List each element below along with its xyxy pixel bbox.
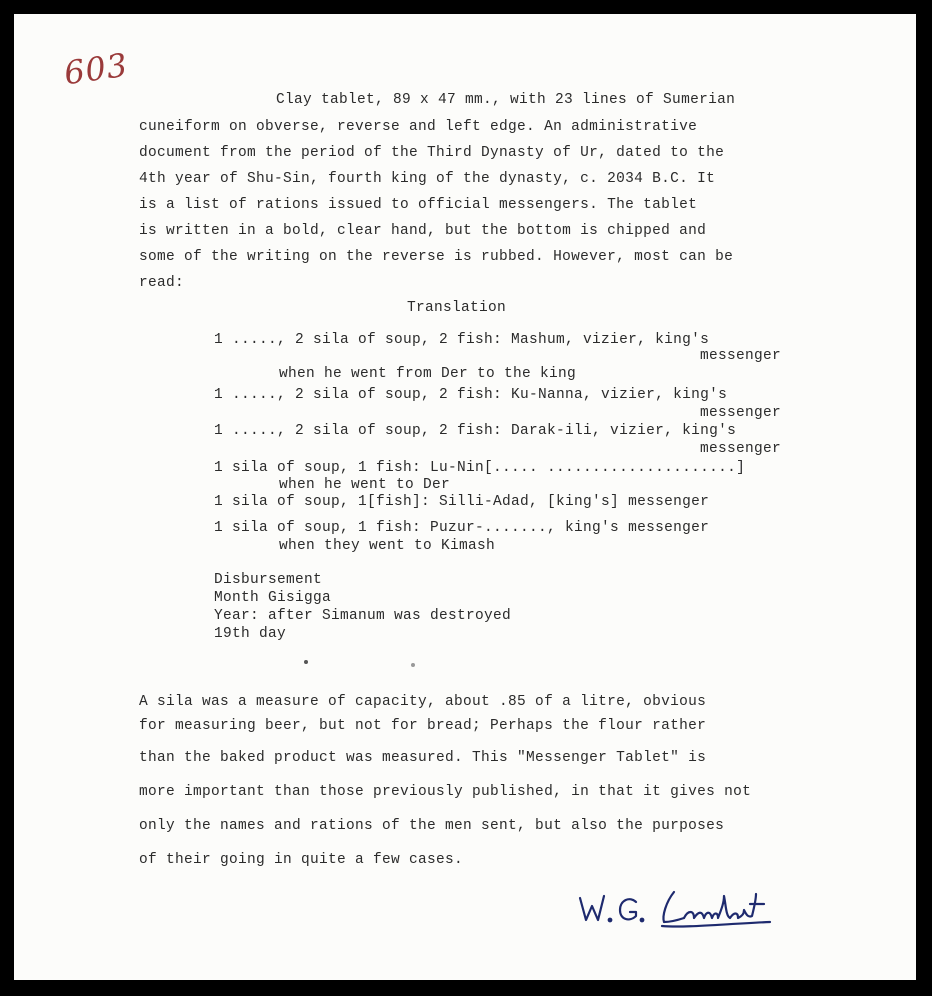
note-line: more important than those previously published, in that it gives not <box>139 784 752 800</box>
translation-heading: Translation <box>407 300 507 316</box>
translation-line: messenger <box>700 348 782 364</box>
colophon-line: Month Gisigga <box>214 590 332 606</box>
intro-line: Clay tablet, 89 x 47 mm., with 23 lines of Sumerian <box>276 92 736 108</box>
translation-line: when he went from Der to the king <box>279 366 577 382</box>
intro-line: some of the writing on the reverse is rubbed. However, most can be <box>139 249 734 265</box>
signature <box>574 882 784 942</box>
intro-line: is written in a bold, clear hand, but the bottom is chipped and <box>139 223 707 239</box>
note-line: for measuring beer, but not for bread; Perhaps the flour rather <box>139 718 707 734</box>
note-line: than the baked product was measured. This "Messenger Tablet" is <box>139 750 707 766</box>
colophon-line: 19th day <box>214 626 287 642</box>
translation-line: 1 sila of soup, 1[fish]: Silli-Adad, [king's] messenger <box>214 494 710 510</box>
intro-line: cuneiform on obverse, reverse and left edge. An administrative <box>139 119 698 135</box>
document-page <box>14 14 916 980</box>
intro-line: 4th year of Shu-Sin, fourth king of the dynasty, c. 2034 B.C. It <box>139 171 716 187</box>
translation-line: 1 ....., 2 sila of soup, 2 fish: Darak-ili, vizier, king's <box>214 423 737 439</box>
note-line: only the names and rations of the men sent, but also the purposes <box>139 818 725 834</box>
translation-line: when they went to Kimash <box>279 538 496 554</box>
stray-mark <box>411 663 415 667</box>
intro-line: is a list of rations issued to official messengers. The tablet <box>139 197 698 213</box>
page-number-annotation: 603 <box>61 45 131 93</box>
translation-line: 1 sila of soup, 1 fish: Lu-Nin[..... .....................] <box>214 460 746 476</box>
note-line: A sila was a measure of capacity, about .85 of a litre, obvious <box>139 694 707 710</box>
translation-line: 1 ....., 2 sila of soup, 2 fish: Mashum, vizier, king's <box>214 332 710 348</box>
colophon-line: Disbursement <box>214 572 323 588</box>
stray-mark <box>304 660 308 664</box>
intro-line: document from the period of the Third Dynasty of Ur, dated to the <box>139 145 725 161</box>
colophon-line: Year: after Simanum was destroyed <box>214 608 512 624</box>
note-line: of their going in quite a few cases. <box>139 852 464 868</box>
translation-line: 1 sila of soup, 1 fish: Puzur-......., king's messenger <box>214 520 710 536</box>
translation-line: messenger <box>700 441 782 457</box>
translation-line: messenger <box>700 405 782 421</box>
typed-text <box>14 14 916 980</box>
translation-line: 1 ....., 2 sila of soup, 2 fish: Ku-Nanna, vizier, king's <box>214 387 728 403</box>
intro-line: read: <box>139 275 185 291</box>
translation-line: when he went to Der <box>279 477 451 493</box>
